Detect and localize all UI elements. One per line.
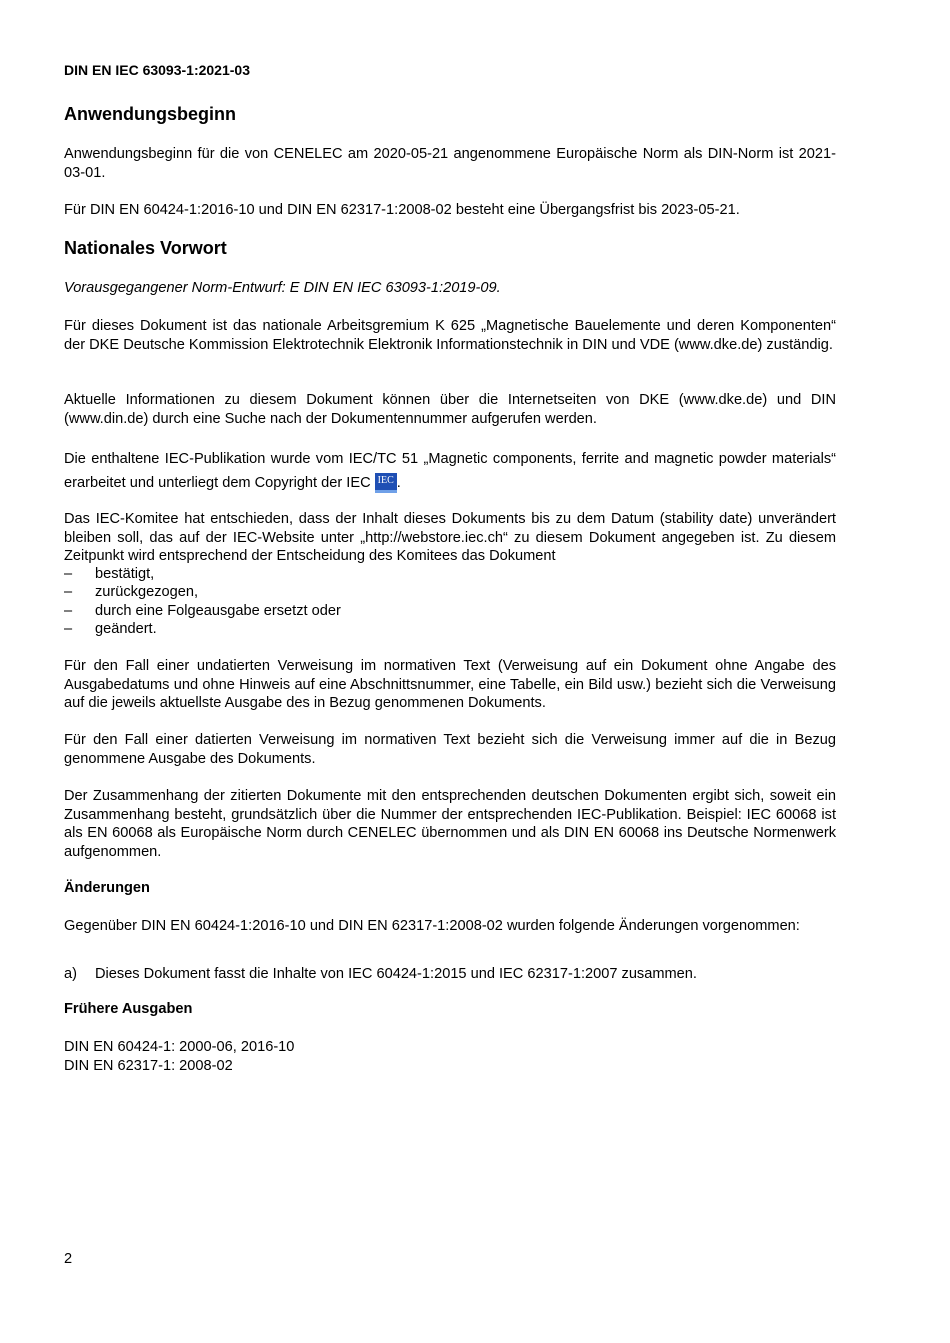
list-item xyxy=(64,565,154,584)
document-header: DIN EN IEC 63093-1:2021-03 xyxy=(64,62,250,78)
paragraph: Der Zusammenhang der zitierten Dokumente mit den entsprechenden deutschen Dokumenten ergibt sich, soweit ein Zusammenhang besteht, grundsätzlich über die Nummer der entsprechenden IEC-Publikation. Beispiel: IEC 60068 ist als EN 60068 als Europäische Norm durch CENELEC übernommen und als DIN EN 60068 ins Deutsche Normenwerk aufgenommen. xyxy=(64,788,836,860)
item-marker: a) xyxy=(64,966,77,982)
paragraph-text: Die enthaltene IEC-Publikation wurde vom IEC/TC 51 „Magnetic components, ferrite and magnetic powder materials“ erarbeitet und unterliegt dem Copyright der IEC xyxy=(64,451,836,491)
period: . xyxy=(396,475,401,491)
dash-marker: – xyxy=(64,566,73,582)
edition-line: DIN EN 62317-1: 2008-02 xyxy=(64,1058,233,1074)
paragraph: Für DIN EN 60424-1:2016-10 und DIN EN 62317-1:2008-02 besteht eine Übergangsfrist bis 2023-05-21. xyxy=(64,202,740,218)
section-title-aenderungen: Änderungen xyxy=(64,880,150,896)
paragraph: Für dieses Dokument ist das nationale Arbeitsgremium K 625 „Magnetische Bauelemente und deren Komponenten“ der DKE Deutsche Kommission Elektrotechnik Elektronik Informationstechnik in DIN und VDE (www.dke.de) zuständig. xyxy=(64,318,836,353)
paragraph: Für den Fall einer undatierten Verweisung im normativen Text (Verweisung auf ein Dokument ohne Angabe des Ausgabedatums und ohne Hinweis auf eine Abschnittsnummer, eine Tabelle, ein Bild usw.) bezieht sich die Verweisung auf die jeweils aktuellste Ausgabe des in Bezug genommenen Dokuments. xyxy=(64,658,836,711)
list-item-text: durch eine Folgeausgabe ersetzt oder xyxy=(95,603,341,619)
section-title-fruehere-ausgaben: Frühere Ausgaben xyxy=(64,1001,193,1017)
paragraph: Gegenüber DIN EN 60424-1:2016-10 und DIN EN 62317-1:2008-02 wurden folgende Änderungen vorgenommen: xyxy=(64,918,800,934)
paragraph xyxy=(64,447,836,495)
paragraph: Anwendungsbeginn für die von CENELEC am 2020-05-21 angenommene Europäische Norm als DIN-Norm ist 2021-03-01. xyxy=(64,146,836,181)
list-item xyxy=(64,965,697,984)
iec-logo-icon: IEC xyxy=(375,473,397,493)
list-item xyxy=(64,620,157,639)
dash-marker: – xyxy=(64,584,73,600)
list-item-text: bestätigt, xyxy=(95,566,155,582)
list-item xyxy=(64,602,341,621)
list-item xyxy=(64,583,198,602)
dash-marker: – xyxy=(64,621,73,637)
list-item-text: Dieses Dokument fasst die Inhalte von IEC 60424-1:2015 und IEC 62317-1:2007 zusammen. xyxy=(95,966,697,982)
paragraph: Aktuelle Informationen zu diesem Dokument können über die Internetseiten von DKE (www.dke.de) und DIN (www.din.de) durch eine Suche nach der Dokumentennummer aufgerufen werden. xyxy=(64,392,836,427)
dash-marker: – xyxy=(64,603,73,619)
list-item-text: zurückgezogen, xyxy=(95,584,199,600)
edition-line: DIN EN 60424-1: 2000-06, 2016-10 xyxy=(64,1039,295,1055)
page-number: 2 xyxy=(64,1251,73,1267)
draft-reference: Vorausgegangener Norm-Entwurf: E DIN EN IEC 63093-1:2019-09. xyxy=(64,280,501,296)
paragraph: Das IEC-Komitee hat entschieden, dass der Inhalt dieses Dokuments bis zu dem Datum (stability date) unverändert bleiben soll, das auf der IEC-Website unter „http://webstore.iec.ch“ zu diesem Dokument angegeben ist. Zu diesem Zeitpunkt wird entsprechend der Entscheidung des Komitees das Dokument xyxy=(64,511,836,564)
paragraph: Für den Fall einer datierten Verweisung im normativen Text bezieht sich die Verweisung immer auf die in Bezug genommene Ausgabe des Dokuments. xyxy=(64,732,836,767)
list-item-text: geändert. xyxy=(95,621,157,637)
section-title-nationales-vorwort: Nationales Vorwort xyxy=(64,238,227,258)
section-title-anwendungsbeginn: Anwendungsbeginn xyxy=(64,104,236,124)
